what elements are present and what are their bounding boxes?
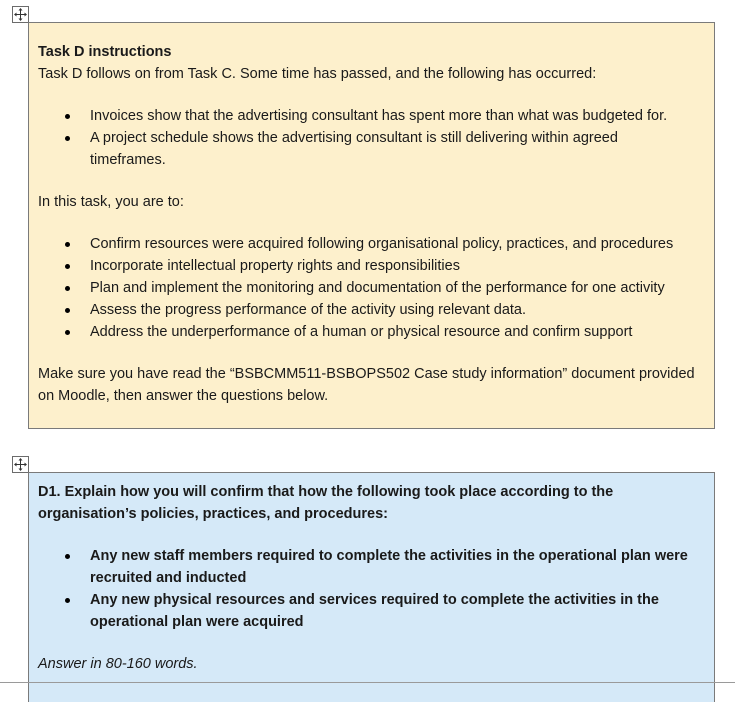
question-d1-box	[28, 472, 715, 702]
d1-items-list	[38, 545, 714, 633]
list-item: Assess the progress performance of the activity using relevant data.	[38, 299, 714, 321]
task-d-title: Task D instructions	[38, 44, 172, 60]
list-item: Address the underperformance of a human or physical resource and confirm support	[38, 321, 714, 343]
table-move-handle[interactable]	[12, 456, 29, 473]
task-lead: In this task, you are to:	[38, 194, 184, 210]
list-item: Any new physical resources and services required to complete the activities in the operational plan were acquired	[38, 589, 714, 633]
task-d-instructions-box	[28, 22, 715, 429]
occurred-list	[38, 105, 714, 171]
list-item: Any new staff members required to complete the activities in the operational plan were recruited and inducted	[38, 545, 714, 589]
tasks-list	[38, 233, 714, 343]
list-item: Plan and implement the monitoring and documentation of the performance for one activity	[38, 277, 714, 299]
task-d-intro: Task D follows on from Task C. Some time has passed, and the following has occurred:	[38, 66, 597, 82]
list-item: Invoices show that the advertising consultant has spent more than what was budgeted for.	[38, 105, 714, 127]
list-item: Confirm resources were acquired following organisational policy, practices, and procedures	[38, 233, 714, 255]
table-move-handle[interactable]	[12, 6, 29, 23]
move-arrows-icon	[13, 7, 28, 22]
answer-hint: Answer in 80-160 words.	[38, 656, 198, 672]
move-arrows-icon	[13, 457, 28, 472]
question-d1-text: D1. Explain how you will confirm that how the following took place according to the organisation’s policies, practices, and procedures:	[38, 484, 614, 522]
list-item: Incorporate intellectual property rights and responsibilities	[38, 255, 714, 277]
page-divider	[0, 682, 735, 683]
list-item: A project schedule shows the advertising consultant is still delivering within agreed timeframes.	[38, 127, 714, 171]
task-d-closing: Make sure you have read the “BSBCMM511-BSBOPS502 Case study information” document provided on Moodle, then answer the questions below.	[38, 366, 695, 404]
